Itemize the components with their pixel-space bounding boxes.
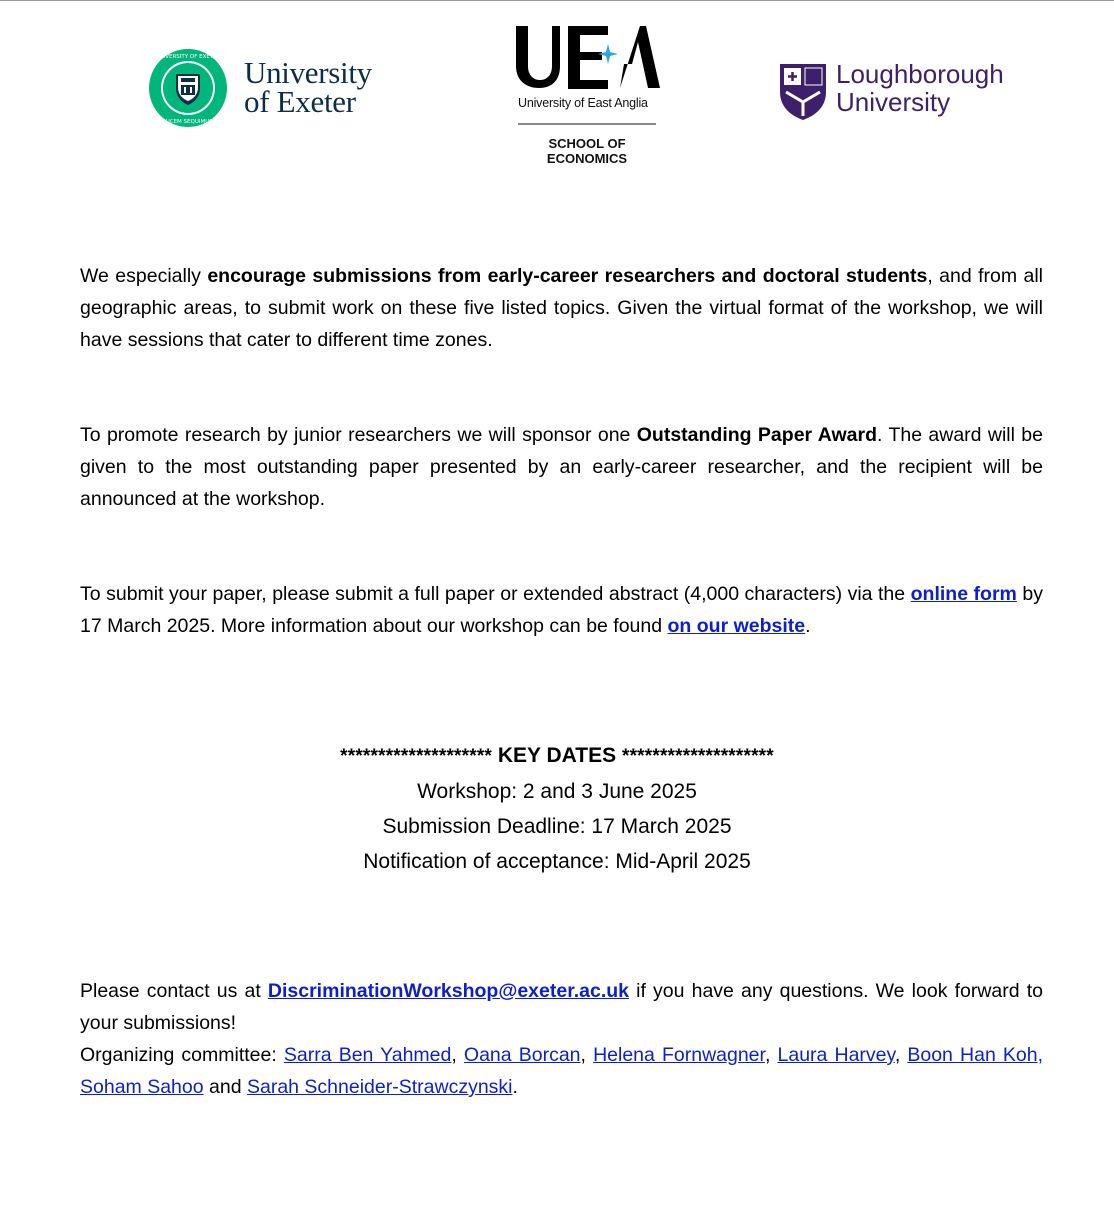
award-paragraph bbox=[80, 419, 1043, 515]
contact-text-2: if you have any questions. We look forward to your submissions! bbox=[80, 980, 1043, 1034]
committee-member-link[interactable]: Sarah Schneider-Strawczynski bbox=[246, 1076, 513, 1098]
uea-school-name bbox=[508, 136, 666, 166]
p2-text-2: . The award will be given to the most outstanding paper presented by an early-career researcher, and the recipient will be announced at the workshop. bbox=[80, 424, 1043, 510]
p3-text-1: To submit your paper, please submit a full paper or extended abstract (4,000 characters) via the bbox=[80, 583, 911, 605]
p2-text-1: To promote research by junior researchers we will sponsor one bbox=[80, 424, 637, 446]
website-link[interactable]: on our website bbox=[667, 615, 806, 637]
key-dates-section bbox=[0, 738, 1114, 879]
loughborough-shield-icon bbox=[778, 62, 828, 122]
loughborough-wordmark bbox=[836, 60, 1004, 116]
and-text: and bbox=[203, 1076, 247, 1098]
online-form-link[interactable]: online form bbox=[910, 583, 1017, 605]
early-career-paragraph bbox=[80, 260, 1043, 356]
committee-member-link[interactable]: Soham Sahoo bbox=[80, 1076, 204, 1098]
key-dates-stars-left: ******************** bbox=[340, 746, 493, 767]
contact-paragraph bbox=[80, 975, 1043, 1103]
p3-text-3: . bbox=[805, 615, 811, 637]
submission-paragraph bbox=[80, 578, 1043, 642]
exeter-wordmark-line1: University bbox=[244, 55, 372, 90]
contact-text-1: Please contact us at bbox=[80, 980, 268, 1002]
p1-text-1: We especially bbox=[80, 265, 208, 287]
uea-school-of-economics-logo bbox=[508, 24, 668, 174]
loughborough-wordmark-line2: University bbox=[836, 87, 951, 117]
separator: , bbox=[764, 1044, 778, 1066]
uea-school-line2: ECONOMICS bbox=[546, 151, 628, 166]
loughborough-wordmark-line1: Loughborough bbox=[836, 59, 1004, 89]
exeter-wordmark bbox=[244, 55, 372, 119]
uea-name: University of East Anglia bbox=[518, 96, 648, 110]
committee-member-link[interactable]: Boon Han Koh, bbox=[907, 1044, 1044, 1066]
exeter-wordmark-line2: of Exeter bbox=[244, 84, 356, 119]
period: . bbox=[512, 1076, 518, 1098]
separator: , bbox=[894, 1044, 908, 1066]
contact-email-link[interactable]: DiscriminationWorkshop@exeter.ac.uk bbox=[267, 980, 630, 1002]
p1-text-2: , and from all geographic areas, to submit work on these five listed topics. Given the virtual format of the workshop, we will have sessions that cater to different time zones. bbox=[80, 265, 1043, 351]
committee-label: Organizing committee: bbox=[80, 1044, 284, 1066]
university-of-exeter-logo bbox=[148, 48, 398, 132]
uea-divider bbox=[518, 123, 656, 125]
uea-mark-icon bbox=[512, 24, 660, 90]
exeter-seal-icon bbox=[148, 48, 228, 128]
key-dates-heading bbox=[0, 738, 1114, 774]
p1-bold-text: encourage submissions from early-career researchers and doctoral students bbox=[207, 265, 928, 287]
p3-text-2: by 17 March 2025. More information about our workshop can be found bbox=[80, 583, 1044, 637]
loughborough-university-logo bbox=[778, 60, 1028, 126]
separator: , bbox=[451, 1044, 464, 1066]
submission-deadline: Submission Deadline: 17 March 2025 bbox=[382, 815, 732, 838]
committee-member-link[interactable]: Laura Harvey bbox=[777, 1044, 895, 1066]
key-dates-stars-right: ******************** bbox=[621, 746, 774, 767]
outstanding-paper-award-text: Outstanding Paper Award bbox=[636, 424, 878, 446]
page-top-border bbox=[0, 0, 1114, 1]
workshop-date: Workshop: 2 and 3 June 2025 bbox=[417, 780, 697, 803]
committee-member-link[interactable]: Helena Fornwagner bbox=[593, 1044, 765, 1066]
exeter-seal-top-text: UNIVERSITY OF EXETER bbox=[155, 54, 221, 60]
notification-date: Notification of acceptance: Mid-April 2025 bbox=[363, 850, 751, 873]
exeter-seal-bottom-text: LUCEM SEQUIMUR bbox=[162, 119, 214, 125]
committee-member-link[interactable]: Oana Borcan bbox=[463, 1044, 581, 1066]
separator: , bbox=[580, 1044, 594, 1066]
committee-member-link[interactable]: Sarra Ben Yahmed bbox=[283, 1044, 452, 1066]
uea-school-line1: SCHOOL OF bbox=[548, 136, 626, 151]
key-dates-title: KEY DATES bbox=[497, 744, 617, 767]
